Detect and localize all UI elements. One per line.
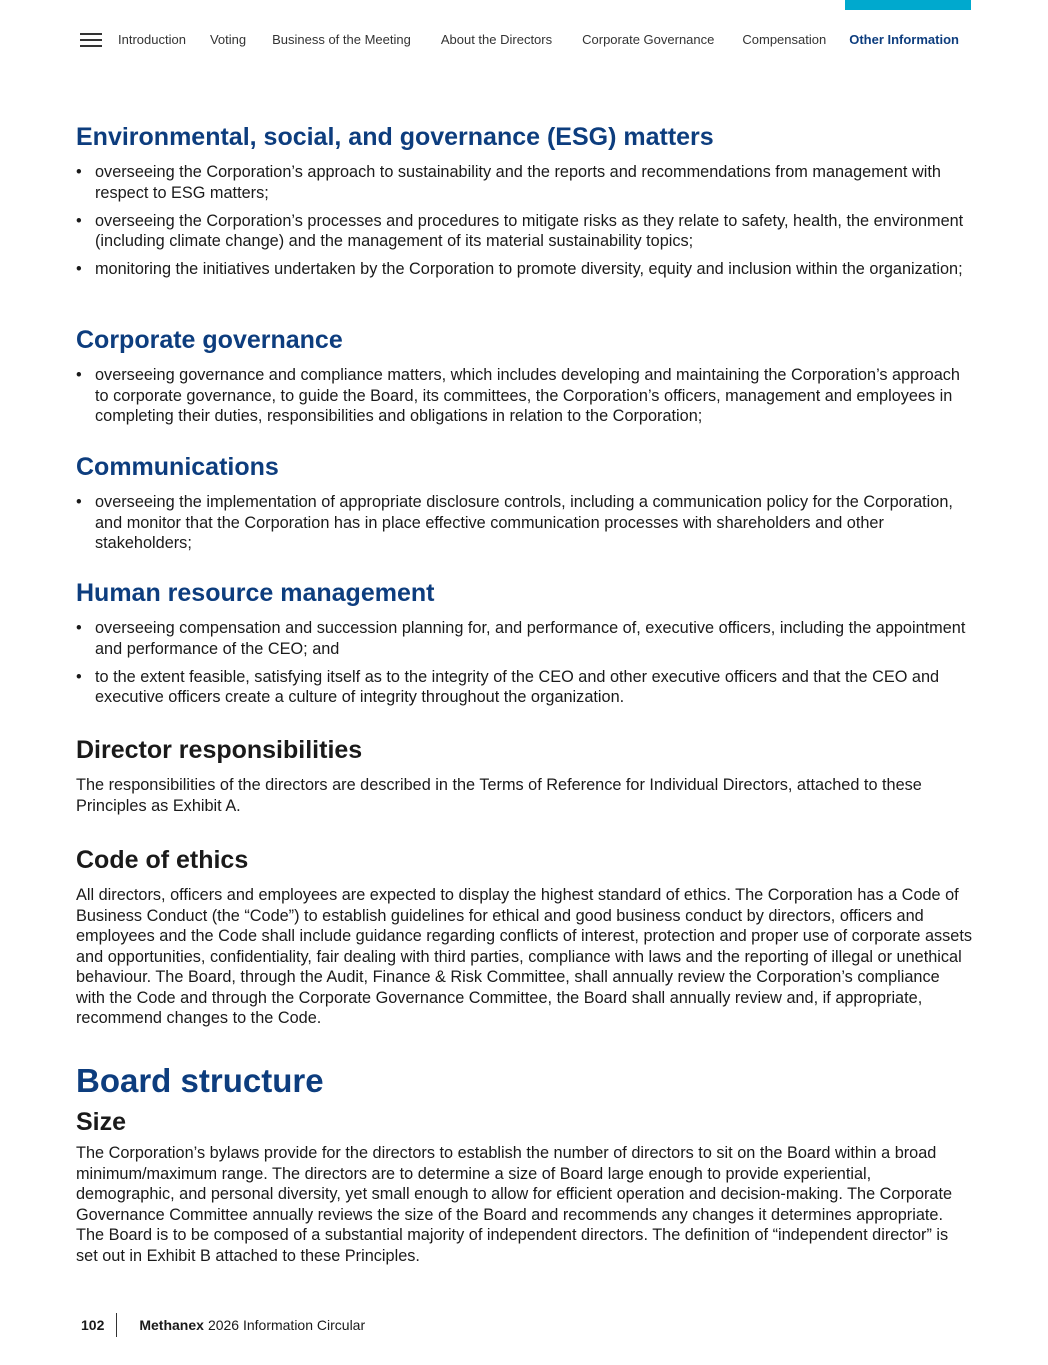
list-item: • to the extent feasible, satisfying itself as to the integrity of the CEO and other executive officers and that the CEO and executive officers create a culture of integrity throughout the organization. (76, 667, 972, 708)
nav-corporate-governance[interactable]: Corporate Governance (582, 32, 715, 47)
footer-divider (116, 1313, 117, 1337)
list-item: • overseeing governance and compliance matters, which includes developing and maintaining the Corporation’s approach to corporate governance, to guide the Board, its committees, the Corporation’s officers, management and employees in completing their duties, responsibilities and obligations in relation to the Corporation; (76, 365, 972, 427)
nav-introduction[interactable]: Introduction (118, 32, 186, 47)
list-item: • overseeing the Corporation’s approach to sustainability and the reports and recommendations from management with respect to ESG matters; (76, 162, 972, 203)
top-nav (80, 32, 959, 47)
hr-heading: Human resource management (76, 579, 435, 607)
communications-section (76, 452, 972, 561)
board-structure-heading: Board structure (76, 1062, 324, 1099)
director-responsibilities-text: The responsibilities of the directors are described in the Terms of Reference for Individual Directors, attached to these Principles as Exhibit A. (76, 776, 922, 815)
hr-section (76, 578, 972, 715)
nav-compensation[interactable]: Compensation (742, 32, 827, 47)
nav-other-information[interactable]: Other Information (849, 32, 959, 47)
nav-about-the-directors[interactable]: About the Directors (440, 32, 553, 47)
page-number: 102 (81, 1317, 105, 1333)
page-footer (81, 1313, 365, 1337)
board-structure-section (76, 1061, 972, 1266)
menu-icon[interactable] (80, 33, 102, 47)
director-responsibilities-heading: Director responsibilities (76, 736, 363, 764)
list-item: • overseeing the Corporation’s processes and procedures to mitigate risks as they relate to safety, health, the environment (including climate change) and the management of its material sustainability topics; (76, 211, 972, 252)
footer-title: 2026 Information Circular (207, 1317, 366, 1333)
list-item: • overseeing compensation and succession planning for, and performance of, executive officers, including the appointment and performance of the CEO; and (76, 618, 972, 659)
nav-business-of-the-meeting[interactable]: Business of the Meeting (272, 32, 411, 47)
communications-heading: Communications (76, 453, 279, 481)
footer-brand: Methanex (139, 1317, 204, 1333)
code-of-ethics-heading: Code of ethics (76, 846, 249, 874)
code-of-ethics-text: All directors, officers and employees are expected to display the highest standard of ethics. The Corporation has a Code of Business Conduct (the “Code”) to establish guidelines for ethical and good business conduct by directors, officers and employees and the Code shall include guidance regarding conflicts of interest, protection and proper use of corporate assets and opportunities, confidentiality, fair dealing with third parties, compliance with laws and the reporting of illegal or unethical behaviour. The Board, through the Audit, Finance & Risk Committee, shall annually review the Corporation’s compliance with the Code and through the Corporate Governance Committee, the Board shall annually review and, if appropriate, recommend changes to the Code. (76, 886, 973, 1027)
size-heading: Size (76, 1108, 127, 1136)
list-item: • overseeing the implementation of appropriate disclosure controls, including a communication policy for the Corporation, and monitor that the Corporation has in place effective communication processes with shareholders and other stakeholders; (76, 492, 972, 554)
nav-voting[interactable]: Voting (209, 32, 247, 47)
esg-heading: Environmental, social, and governance (ESG) matters (76, 123, 714, 151)
corporate-governance-heading: Corporate governance (76, 326, 343, 354)
code-of-ethics-section (76, 845, 972, 1029)
corporate-governance-section (76, 325, 972, 434)
esg-section (76, 122, 972, 287)
top-accent-bar (845, 0, 971, 10)
size-text: The Corporation’s bylaws provide for the directors to establish the number of directors to sit on the Board within a broad minimum/maximum range. The directors are to determine a size of Board large enough to provide experiential, demographic, and personal diversity, yet small enough to allow for efficient operation and decision-making. The Corporate Governance Committee annually reviews the size of the Board and recommends any changes it determines appropriate. The Board is to be composed of a substantial majority of independent directors. The definition of “independent director” is set out in Exhibit B attached to these Principles. (76, 1144, 953, 1265)
list-item: • monitoring the initiatives undertaken by the Corporation to promote diversity, equity and inclusion within the organization; (76, 259, 972, 280)
director-responsibilities-section (76, 735, 972, 816)
